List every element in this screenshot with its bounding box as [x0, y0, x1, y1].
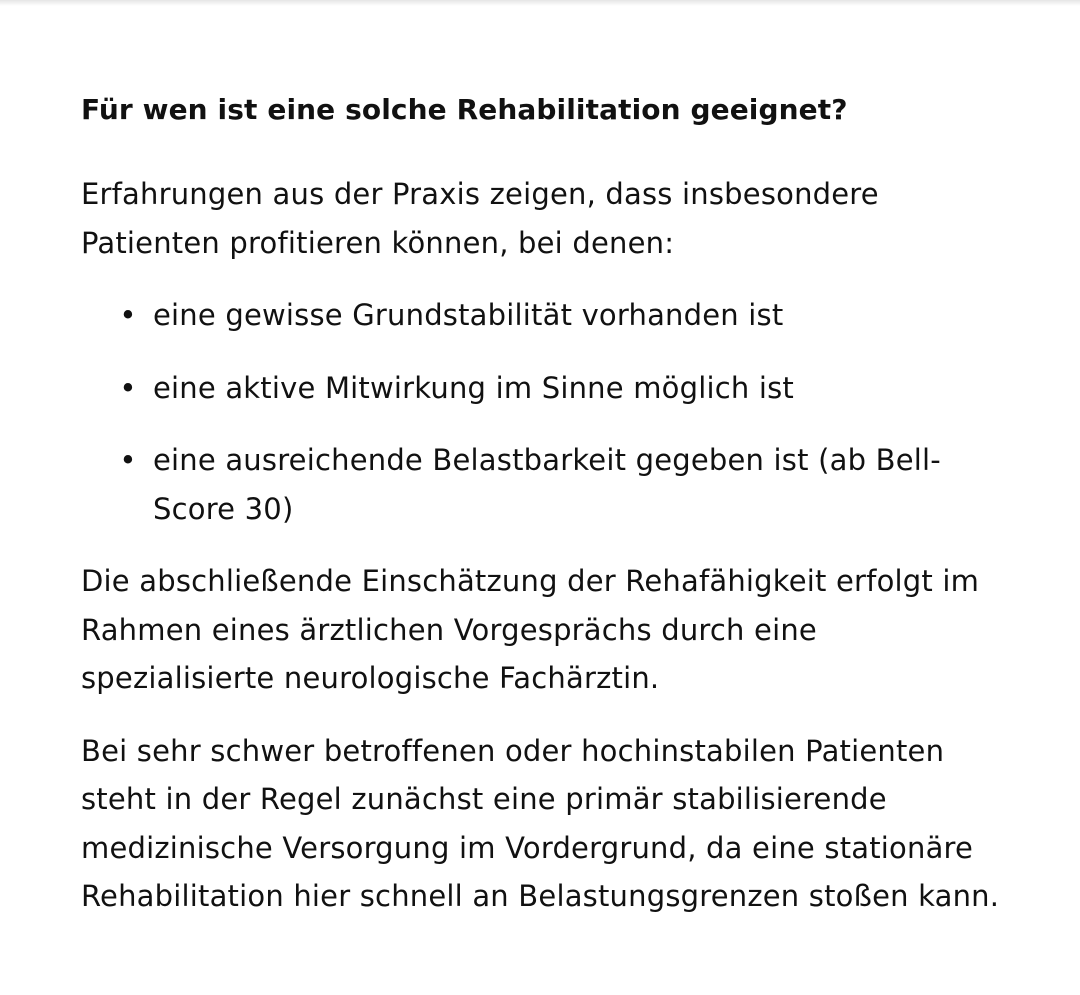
list-item-text: eine gewisse Grundstabilität vorhanden ist — [153, 298, 784, 332]
severe-cases-paragraph: Bei sehr schwer betroffenen oder hochinstabilen Patienten steht in der Regel zunächst eine primär stabilisierende medizinische Versorgung im Vordergrund, da eine stationäre Rehabilitation hier schnell an Belastungsgrenzen stoßen kann. — [81, 733, 1000, 913]
article-section — [81, 88, 1011, 945]
list-item — [81, 364, 1011, 413]
list-item — [81, 291, 1011, 340]
bullet-icon: • — [119, 298, 137, 332]
list-item-text: eine ausreichende Belastbarkeit gegeben ist (ab Bell-Score 30) — [153, 443, 941, 526]
list-item — [81, 436, 1011, 533]
bullet-icon: • — [119, 370, 137, 405]
criteria-list — [81, 291, 1011, 533]
section-heading: Für wen ist eine solche Rehabilitation geeignet? — [81, 93, 848, 126]
assessment-paragraph: Die abschließende Einschätzung der Rehafähigkeit erfolgt im Rahmen eines ärztlichen Vorgesprächs durch eine spezialisierte neurologische Fachärztin. — [81, 564, 980, 695]
intro-paragraph: Erfahrungen aus der Praxis zeigen, dass insbesondere Patienten profitieren können, bei denen: — [81, 177, 879, 260]
top-edge-shadow — [0, 0, 1080, 6]
bullet-icon: • — [119, 443, 137, 477]
list-item-text: eine aktive Mitwirkung im Sinne möglich ist — [153, 370, 794, 405]
